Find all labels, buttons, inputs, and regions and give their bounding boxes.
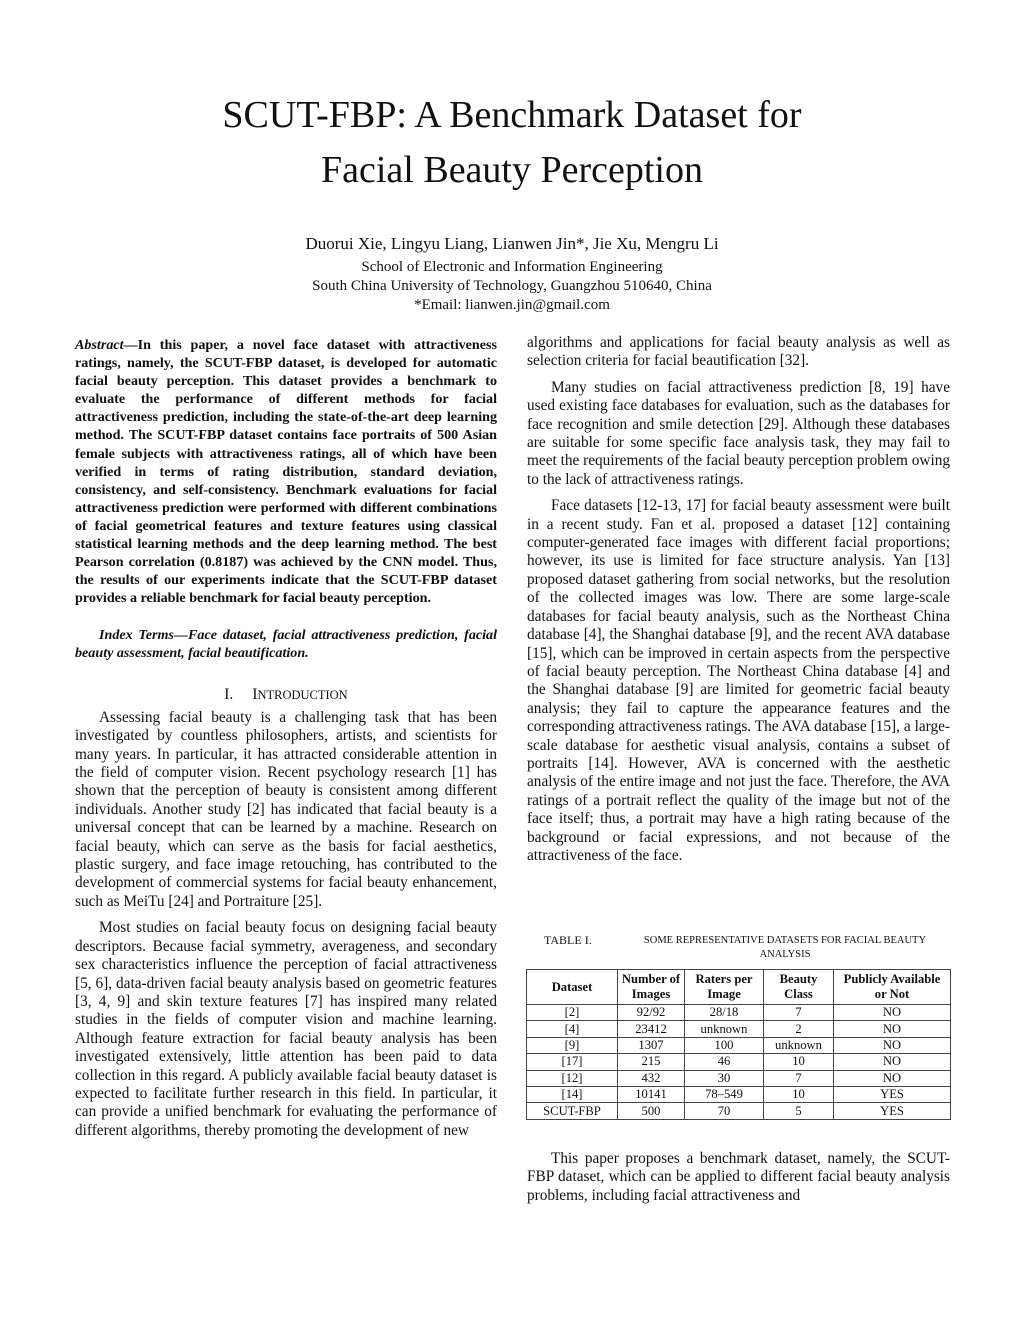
table-cell: 7: [764, 1005, 834, 1021]
table-cell: 23412: [618, 1021, 685, 1037]
table-cell: 70: [685, 1103, 764, 1119]
table-caption-line-1: SOME REPRESENTATIVE DATASETS FOR FACIAL BEAUTY: [643, 935, 927, 946]
table-cell: unknown: [685, 1021, 764, 1037]
table-cell: [4]: [527, 1021, 618, 1037]
table-header-cell: Raters per Image: [685, 970, 764, 1005]
intro-paragraph-2: Most studies on facial beauty focus on designing facial beauty descriptors. Because facial symmetry, averageness, and secondary sex characteristics influence the perception of facial attractiveness [5, 6], data-driven facial beauty analysis based on geometric features [3, 4, 9] and skin texture features [7] has inspired many related studies in the fields of computer vision and machine learning. Although feature extraction for facial beauty analysis has been investigated extensively, little attention has been paid to data collection in this regard. A publicly available facial beauty dataset is expected to facilitate further research in this field. In particular, it can provide a unified benchmark for evaluating the performance of different algorithms, thereby promoting the development of new: [75, 919, 497, 1139]
table-cell: 10: [764, 1086, 834, 1102]
table-cell: NO: [834, 1037, 951, 1053]
author-list: Duorui Xie, Lingyu Liang, Lianwen Jin*, Jie Xu, Mengru Li: [305, 234, 719, 253]
table-cell: 1307: [618, 1037, 685, 1053]
table-cell: [17]: [527, 1054, 618, 1070]
table-cell: 7: [764, 1070, 834, 1086]
right-paragraph-3: This paper proposes a benchmark dataset, namely, the SCUT-FBP dataset, which can be applied to different facial beauty analysis problems, including facial attractiveness and: [527, 1150, 950, 1204]
section-title-initial: I: [252, 686, 258, 704]
section-title-rest: NTRODUCTION: [257, 688, 348, 703]
paper-title-line-1: SCUT-FBP: A Benchmark Dataset for: [222, 94, 802, 136]
abstract: [75, 336, 497, 607]
table-row: [527, 1005, 951, 1021]
table-row: [527, 1021, 951, 1037]
table-cell: 78–549: [685, 1086, 764, 1102]
table-row: [527, 1054, 951, 1070]
table-cell: [12]: [527, 1070, 618, 1086]
index-terms: Index Terms—Face dataset, facial attractiveness prediction, facial beauty assessment, facial beautification.: [75, 627, 497, 662]
right-paragraph-0: algorithms and applications for facial beauty analysis as well as selection criteria for facial beautification [32].: [527, 334, 950, 370]
section-number: I.: [224, 686, 234, 704]
table-header-cell: Dataset: [527, 970, 618, 1005]
affiliation-school: School of Electronic and Information Engineering: [361, 259, 663, 275]
table-cell: [14]: [527, 1086, 618, 1102]
section-heading-introduction: [75, 686, 497, 704]
table-cell: 10: [764, 1054, 834, 1070]
table-row: [527, 1070, 951, 1086]
right-column-lower: [527, 1150, 950, 1205]
table-cell: NO: [834, 1021, 951, 1037]
table-cell: NO: [834, 1054, 951, 1070]
table-cell: NO: [834, 1070, 951, 1086]
paper-title-line-2: Facial Beauty Perception: [321, 149, 703, 191]
table-cell: unknown: [764, 1037, 834, 1053]
table-cell: YES: [834, 1086, 951, 1102]
contact-email: *Email: lianwen.jin@gmail.com: [414, 297, 610, 313]
table-header-row: [527, 970, 951, 1005]
table-cell: 5: [764, 1103, 834, 1119]
datasets-table: [526, 969, 951, 1120]
table-caption-line-2: ANALYSIS: [759, 949, 811, 960]
table-label: TABLE I.: [544, 933, 592, 947]
table-cell: 100: [685, 1037, 764, 1053]
table-cell: YES: [834, 1103, 951, 1119]
table-cell: 215: [618, 1054, 685, 1070]
table-cell: NO: [834, 1005, 951, 1021]
right-paragraph-1: Many studies on facial attractiveness prediction [8, 19] have used existing face databases for evaluation, such as the databases for face recognition and smile detection [29]. Although these databases are suitable for some specific face analysis task, they may fail to meet the requirements of the facial beauty perception problem owing to the lack of attractiveness ratings.: [527, 378, 950, 488]
affiliation-university: South China University of Technology, Guangzhou 510640, China: [312, 278, 712, 294]
intro-paragraph-1: Assessing facial beauty is a challenging task that has been investigated by countless philosophers, artists, and scientists for many years. In particular, it has attracted considerable attention in the field of computer vision. Recent psychology research [1] has shown that the perception of beauty is consistent among different individuals. Another study [2] has indicated that facial beauty is a universal concept that can be learned by a machine. Research on facial beauty, which can serve as the basis for facial aesthetics, plastic surgery, and face image retouching, has contributed to the development of commercial systems for facial beauty enhancement, such as MeiTu [24] and Portraiture [25].: [75, 708, 497, 910]
table-header-cell: Publicly Available or Not: [834, 970, 951, 1005]
table-cell: 46: [685, 1054, 764, 1070]
left-column: [75, 336, 497, 1140]
table-cell: 2: [764, 1021, 834, 1037]
table-header-cell: Beauty Class: [764, 970, 834, 1005]
table-cell: SCUT-FBP: [527, 1103, 618, 1119]
right-column-upper: [527, 334, 950, 865]
table-cell: [2]: [527, 1005, 618, 1021]
table-cell: 28/18: [685, 1005, 764, 1021]
abstract-text: —In this paper, a novel face dataset with attractiveness ratings, namely, the SCUT-FBP dataset, is developed for automatic facial beauty perception. This dataset provides a benchmark to evaluate the performance of different methods for facial attractiveness prediction, including the state-of-the-art deep learning method. The SCUT-FBP dataset contains face portraits of 500 Asian female subjects with attractiveness ratings, all of which have been verified in terms of rating distribution, standard deviation, consistency, and self-consistency. Benchmark evaluations for facial attractiveness prediction were performed with different combinations of facial geometrical features and texture features using classical statistical learning methods and the deep learning method. The best Pearson correlation (0.8187) was achieved by the CNN model. Thus, the results of our experiments indicate that the SCUT-FBP dataset provides a reliable benchmark for facial beauty perception.: [75, 337, 497, 607]
table-cell: 500: [618, 1103, 685, 1119]
table-caption: [630, 934, 940, 962]
table-row: [527, 1103, 951, 1119]
table-cell: 10141: [618, 1086, 685, 1102]
table-cell: 92/92: [618, 1005, 685, 1021]
table-cell: [9]: [527, 1037, 618, 1053]
table-cell: 432: [618, 1070, 685, 1086]
right-paragraph-2: Face datasets [12-13, 17] for facial beauty assessment were built in a recent study. Fan et al. proposed a dataset [12] containing computer-generated face images with different facial proportions; however, its use is limited for face structure analysis. Yan [13] proposed dataset gathering from social networks, but the resolution of the collected images was low. There are some large-scale databases for facial beauty analysis, such as the Northeast China database [4], the Shanghai database [9], and the recent AVA database [15], which can be improved in certain aspects from the perspective of facial beauty perception. The Northeast China database [4] and the Shanghai database [9] are limited for geometric facial beauty analysis; they fail to capture the appearance features and the corresponding attractiveness ratings. The AVA database [15], a large-scale database for aesthetic visual analysis, contains a subset of portraits [14]. However, AVA is concerned with the aesthetic analysis of the entire image and not just the face. Therefore, the AVA ratings of a portrait reflect the quality of the image but not of the face itself; thus, a portrait may have a high rating because of the background or facial expressions, and not because of the attractiveness of the face.: [527, 497, 950, 864]
table-row: [527, 1086, 951, 1102]
table-header-cell: Number of Images: [618, 970, 685, 1005]
abstract-label: Abstract: [75, 337, 124, 353]
table-row: [527, 1037, 951, 1053]
table-cell: 30: [685, 1070, 764, 1086]
